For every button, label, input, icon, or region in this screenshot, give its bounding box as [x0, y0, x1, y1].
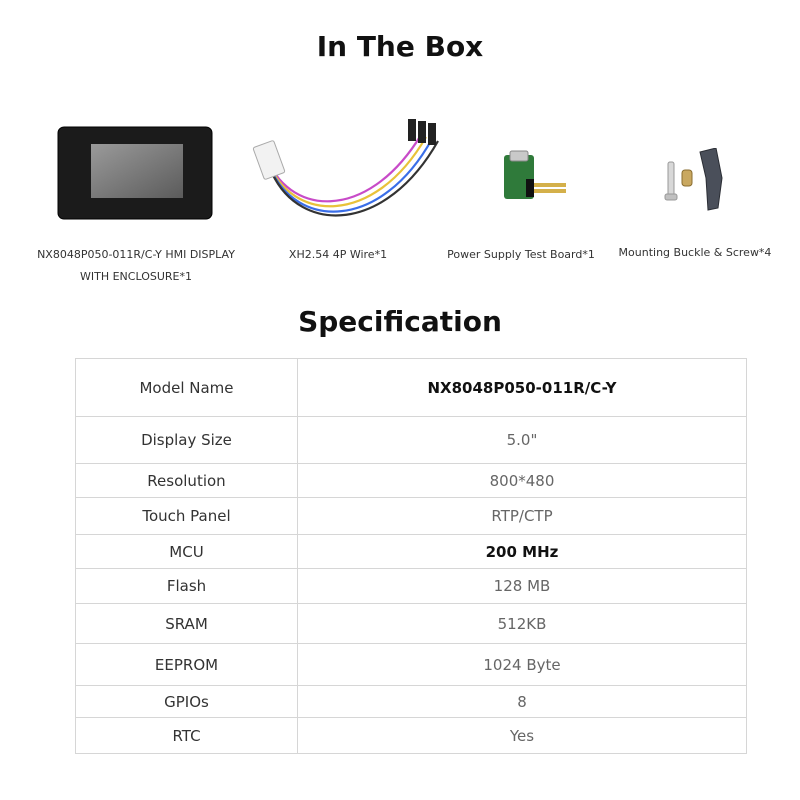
- table-row: [76, 498, 746, 535]
- spec-label: EEPROM: [76, 644, 298, 685]
- table-row: [76, 569, 746, 604]
- spec-value: 5.0": [506, 431, 538, 449]
- table-row: [76, 644, 746, 686]
- table-row: [76, 718, 746, 753]
- hmi-display-image: [56, 125, 214, 221]
- caption-wire: XH2.54 4P Wire*1: [288, 248, 388, 261]
- caption-test-board: Power Supply Test Board*1: [447, 248, 595, 261]
- spec-value: NX8048P050-011R/C-Y: [427, 378, 617, 397]
- table-row: [76, 417, 746, 464]
- caption-hmi-display: NX8048P050-011R/C-Y HMI DISPLAY WITH ENCLOSURE*1: [37, 248, 235, 283]
- spec-table: [75, 358, 747, 754]
- spec-label: SRAM: [76, 604, 298, 643]
- test-board-image: [496, 145, 568, 205]
- spec-label: Display Size: [76, 417, 298, 463]
- table-row: [76, 464, 746, 498]
- specification-title: Specification: [298, 305, 502, 338]
- mounting-buckle-image: [662, 148, 726, 214]
- wire-image: [246, 115, 446, 235]
- table-row: [76, 686, 746, 718]
- spec-label: Touch Panel: [76, 498, 298, 534]
- spec-label: MCU: [76, 535, 298, 568]
- spec-label: GPIOs: [76, 686, 298, 717]
- spec-value: 800*480: [489, 471, 555, 490]
- table-row: [76, 604, 746, 644]
- spec-value: RTP/CTP: [491, 507, 553, 525]
- table-row: [76, 359, 746, 417]
- spec-value: 8: [517, 692, 527, 711]
- spec-value: 512KB: [497, 614, 547, 633]
- spec-label: RTC: [76, 718, 298, 753]
- spec-value: 1024 Byte: [483, 655, 561, 674]
- spec-label: Resolution: [76, 464, 298, 497]
- spec-value: 200 MHz: [485, 542, 559, 561]
- spec-label: Flash: [76, 569, 298, 603]
- spec-label: Model Name: [76, 359, 298, 416]
- table-row: [76, 535, 746, 569]
- spec-value: Yes: [509, 726, 535, 745]
- in-the-box-title: In The Box: [316, 30, 484, 63]
- spec-value: 128 MB: [493, 577, 551, 595]
- caption-mounting-buckle: Mounting Buckle & Screw*4: [618, 246, 772, 259]
